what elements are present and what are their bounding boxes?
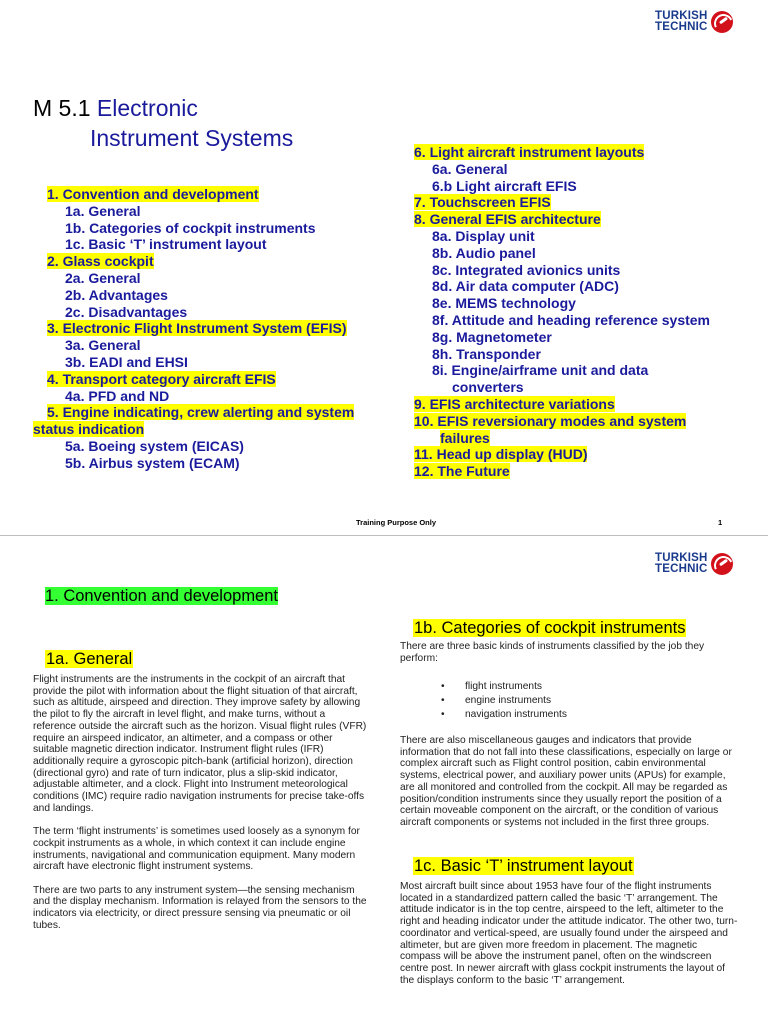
title-line2: Instrument Systems [90,125,294,151]
logo-line1: TURKISH [655,552,708,564]
toc-item: 3. Electronic Flight Instrument System (EFIS) [47,320,347,337]
toc-item: 3a. General [65,337,141,354]
logo-line1: TURKISH [655,10,708,22]
toc-item: 1c. Basic ‘T’ instrument layout [65,236,267,253]
toc-item: 3b. EADI and EHSI [65,353,188,370]
paragraph: The term ‘flight instruments’ is sometimes used loosely as a synonym for cockpit instruments as a whole, in which context it can include engine instruments, navigational and communication equipment. Many modern aircraft have electronic flight instrument systems. [33,826,360,873]
toc-item: 10. EFIS reversionary modes and system [414,412,687,429]
turkish-technic-logo-2 [655,553,733,575]
toc-item: 8h. Transponder [432,345,541,362]
instrument-kinds-list [441,680,567,722]
toc-item: 8a. Display unit [432,227,535,244]
toc-item: 6.b Light aircraft EFIS [432,177,577,194]
toc-right-column [414,144,710,480]
footer-training-purpose: Training Purpose Only [356,518,437,527]
paragraph-1b-more: There are also miscellaneous gauges and indicators that provide information that do not fall into these classifications, especially on large or complex aircraft such as Flight control position, cabin environmental systems, electrical power, and auxiliary power units (APUs) for example, are all monitored and controlled from the cockpit. All may be regarded as position/condition instruments since they usually report the position of a certain moveable component on the aircraft, or the condition of various aircraft components or systems not included in the first three groups. [400,735,732,828]
toc-item: 8e. MEMS technology [432,295,576,312]
slide-page-2 [0,536,768,1024]
toc-item: 2b. Advantages [65,286,168,303]
paragraph-1c: Most aircraft built since about 1953 have four of the flight instruments located in a standardized pattern called the basic ‘T’ arrangement. The attitude indicator is in the top centre, airspeed to the left, altimeter to the right and heading indicator under the attitude indicator. The other two, turn-coordinator and vertical-speed, are usually found under the airspeed and altimeter, but are given more freedom in placement. The magnetic compass will be above the instrument panel, often on the windscreen centre post. In newer aircraft with glass cockpit instruments the layout of the displays conform to the basic ‘T’ arrangement. [400,881,738,986]
toc-item: 4a. PFD and ND [65,387,170,404]
paragraph-1b-intro: There are three basic kinds of instruments classified by the job they perform: [400,641,705,664]
list-item: • navigation instruments [441,708,567,722]
toc-item: 5a. Boeing system (EICAS) [65,437,244,454]
list-item: • flight instruments [441,680,567,694]
toc-item: converters [452,379,524,396]
title-line1: Electronic [96,95,198,121]
toc-item: 5. Engine indicating, crew alerting and system [47,404,355,421]
tail-emblem-icon [711,11,733,33]
toc-item: status indication [33,421,145,438]
toc-item: 8. General EFIS architecture [414,211,601,228]
toc-item: 12. The Future [414,463,510,480]
toc-item: 7. Touchscreen EFIS [414,194,551,211]
toc-item: 2. Glass cockpit [47,253,154,270]
toc-item: 8g. Magnetometer [432,328,552,345]
toc-item: failures [440,429,490,446]
toc-item: 6a. General [432,160,508,177]
toc-item: 8b. Audio panel [432,244,536,261]
toc-item: 9. EFIS architecture variations [414,395,615,412]
toc-item: 1b. Categories of cockpit instruments [65,219,316,236]
list-item: • engine instruments [441,694,567,708]
toc-item: 11. Head up display (HUD) [414,446,588,463]
toc-left-column [33,186,354,472]
page-number: 1 [718,518,723,527]
section-heading: 1. Convention and development [45,587,278,605]
paragraph: There are two parts to any instrument system—the sensing mechanism and the display mechanism. Information is relayed from the sensors to the indicators via electricity, or direct pressure sensing via pneumatic or oil tubes. [33,884,367,931]
toc-item: 4. Transport category aircraft EFIS [47,370,276,387]
logo-line2: TECHNIC [655,563,708,575]
toc-item: 6. Light aircraft instrument layouts [414,144,645,160]
heading-1c: 1c. Basic ‘T’ instrument layout [414,857,633,875]
toc-item: 8f. Attitude and heading reference system [432,311,710,328]
toc-item: 5b. Airbus system (ECAM) [65,454,240,471]
toc-item: 1a. General [65,202,141,219]
paragraph-1a [33,674,369,931]
tail-emblem-icon [711,553,733,575]
toc-item: 8i. Engine/airframe unit and data [432,362,649,379]
toc-item: 8d. Air data computer (ADC) [432,278,619,295]
toc-item: 2a. General [65,269,141,286]
heading-1b: 1b. Categories of cockpit instruments [414,619,686,637]
toc-item: 1. Convention and development [47,186,259,202]
paragraph: Flight instruments are the instruments in the cockpit of an aircraft that provide the pilot with information about the flight situation of that aircraft, such as altitude, airspeed and direction. They improve safety by allowing the pilot to fly the aircraft in level flight, and make turns, without a reference outside the aircraft such as the horizon. Visual flight rules (VFR) require an airspeed indicator, an altimeter, and a compass or other suitable magnetic direction indicator. Instrument flight rules (IFR) additionally require a gyroscopic pitch-bank (artificial horizon), direction (directional gyro) and rate of turn indicator, plus a slip-skid indicator, adjustable altimeter, and a clock. Flight into Instrument meteorological conditions (IMC) require radio navigation instruments for precise take-offs and landings. [33,674,367,814]
page-title [33,93,293,153]
heading-1a: 1a. General [46,650,133,668]
toc-item: 2c. Disadvantages [65,303,188,320]
logo-line2: TECHNIC [655,21,708,33]
toc-item: 8c. Integrated avionics units [432,261,621,278]
turkish-technic-logo [655,11,733,33]
title-module-number: M 5.1 [33,95,91,121]
